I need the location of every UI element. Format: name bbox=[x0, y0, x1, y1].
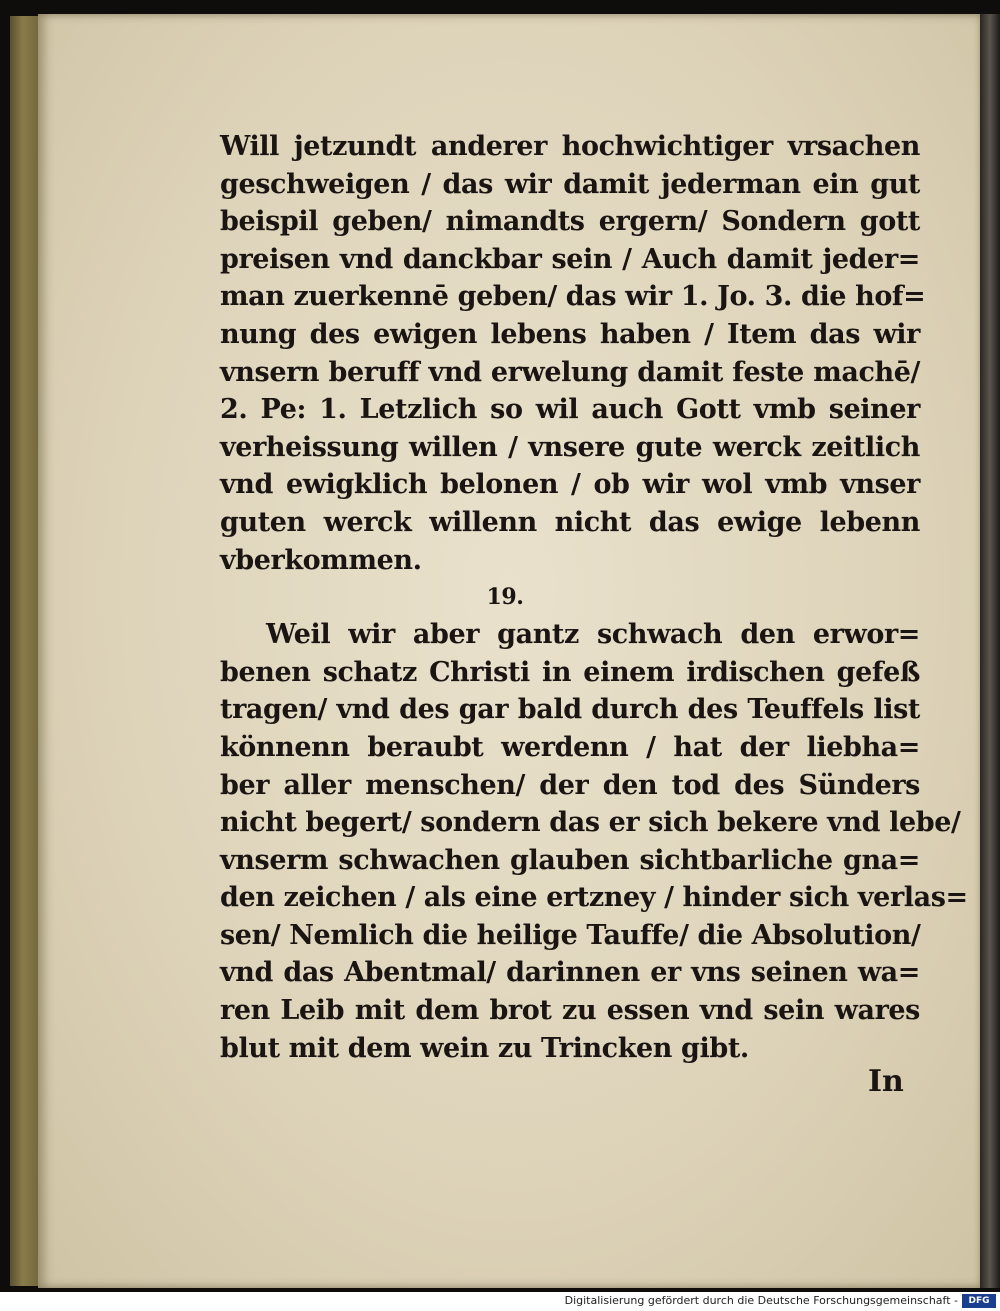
text-line: Will jetzundt anderer hochwichtiger vrsachen bbox=[220, 131, 920, 162]
catchword: In bbox=[868, 1064, 904, 1099]
section-number: 19. bbox=[486, 584, 524, 611]
text-line: den zeichen / als eine ertzney / hinder sich verlas= bbox=[220, 882, 968, 914]
dfg-logo[interactable]: DFG bbox=[962, 1294, 996, 1308]
text-line: geschweigen / das wir damit jederman ein gut bbox=[220, 168, 920, 200]
text-line: preisen vnd danckbar sein / Auch damit jeder= bbox=[220, 243, 920, 275]
text-line: Weil wir aber gantz schwach den erwor= bbox=[266, 619, 920, 651]
text-line: vberkommen. bbox=[220, 544, 422, 576]
text-line: nicht begert/ sondern das er sich bekere vnd lebe/ bbox=[220, 807, 961, 839]
text-line: man zuerkennē geben/ das wir 1. Jo. 3. die hof= bbox=[220, 281, 926, 313]
text-line: guten werck willenn nicht das ewige lebenn bbox=[220, 506, 920, 538]
text-line: ren Leib mit dem brot zu essen vnd sein wares bbox=[220, 995, 920, 1027]
text-line: tragen/ vnd des gar bald durch des Teuffels list bbox=[220, 694, 920, 726]
text-line: beispil geben/ nimandts ergern/ Sondern gott bbox=[220, 206, 920, 238]
text-line: nung des ewigen lebens haben / Item das wir bbox=[220, 318, 920, 350]
text-line: vnd ewigklich belonen / ob wir wol vmb vnser bbox=[220, 469, 920, 501]
text-line: ber aller menschen/ der den tod des Sünders bbox=[220, 769, 920, 801]
footer-credit: Digitalisierung gefördert durch die Deutsche Forschungsgemeinschaft - bbox=[564, 1294, 958, 1307]
text-line: benen schatz Christi in einem irdischen gefeß bbox=[220, 656, 920, 688]
text-line: blut mit dem wein zu Trincken gibt. bbox=[220, 1032, 749, 1064]
text-line: vnd das Abentmal/ darinnen er vns seinen wa= bbox=[220, 957, 920, 989]
text-line: vnserm schwachen glauben sichtbarliche gna= bbox=[220, 844, 920, 876]
text-line: 2. Pe: 1. Letzlich so wil auch Gott vmb seiner bbox=[220, 394, 920, 426]
text-line: vnsern beruff vnd erwelung damit feste machē/ bbox=[220, 356, 920, 388]
page-edge-right bbox=[980, 14, 1000, 1288]
text-line: sen/ Nemlich die heilige Tauffe/ die Absolution/ bbox=[220, 919, 921, 951]
footer-bar bbox=[0, 1292, 1000, 1311]
page-text bbox=[220, 128, 968, 1067]
text-line: verheissung willen / vnsere gute werck zeitlich bbox=[220, 431, 920, 463]
text-line: könnenn beraubt werdenn / hat der liebha= bbox=[220, 731, 920, 763]
